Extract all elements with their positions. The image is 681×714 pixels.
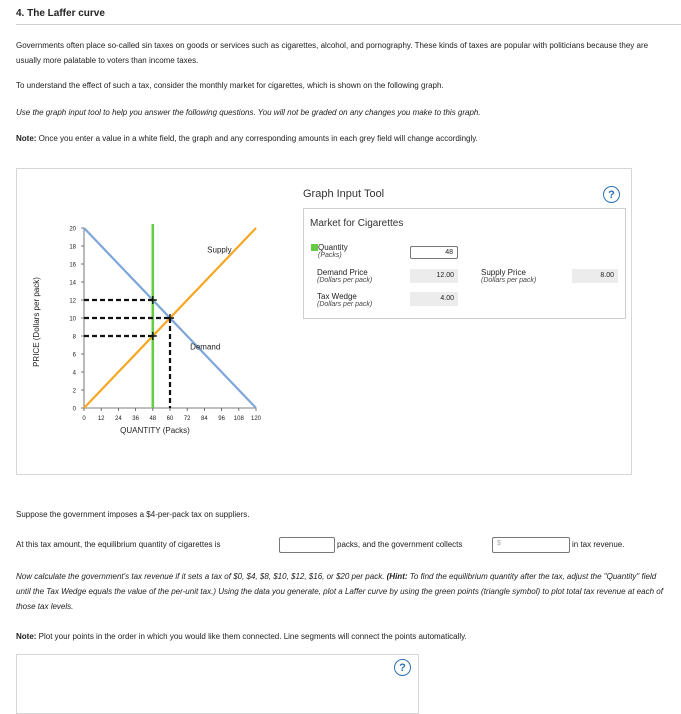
equilibrium-quantity-input[interactable]	[279, 537, 335, 553]
plot-note-label: Note:	[16, 632, 37, 641]
y-tick-label: 10	[69, 316, 76, 323]
note-label: Note:	[16, 134, 37, 143]
tax-prompt: Suppose the government imposes a $4-per-pack tax on suppliers.	[16, 510, 250, 519]
supply-curve-label: Supply	[207, 245, 232, 255]
tax-revenue-input[interactable]	[492, 537, 570, 553]
laffer-graph-panel	[16, 654, 419, 714]
note-text: Once you enter a value in a white field, the graph and any corresponding amounts in each grey field will change accordingly.	[36, 134, 478, 143]
y-tick-label: 20	[69, 226, 76, 233]
laffer-text-start: Now calculate the government's tax revenue if it sets a tax of $0, $4, $8, $10, $12, $16, or $20 per pack.	[16, 572, 387, 581]
hint-label: (Hint:	[386, 572, 408, 581]
x-tick-label: 96	[218, 416, 225, 422]
x-tick-label: 48	[149, 416, 157, 422]
quantity-color-swatch	[311, 244, 318, 251]
quantity-input[interactable]: 48	[410, 246, 458, 259]
tax-wedge-label: Tax Wedge	[317, 292, 357, 301]
help-button[interactable]: ?	[603, 186, 620, 203]
intro-paragraph: Governments often place so-called sin taxes on goods or services such as cigarettes, alcohol, and pornography. These kinds of taxes are popular with politicians because they are usually more palatable to voters than income taxes.	[16, 41, 649, 65]
sentence-end: in tax revenue.	[572, 540, 625, 549]
plot-note-text: Plot your points in the order in which you would like them connected. Line segments will connect the points automatically.	[36, 632, 467, 641]
y-tick-label: 6	[72, 352, 76, 359]
x-tick-label: 36	[132, 416, 139, 422]
x-axis-label: QUANTITY (Packs)	[120, 426, 190, 435]
x-tick-label: 24	[115, 416, 122, 422]
supply-demand-chart[interactable]	[16, 210, 296, 450]
note-paragraph	[16, 131, 664, 146]
context-paragraph: To understand the effect of such a tax, consider the monthly market for cigarettes, which is shown on the following graph.	[16, 81, 444, 90]
y-tick-label: 4	[72, 370, 76, 377]
instruction-paragraph: Use the graph input tool to help you answer the following questions. You will not be graded on any changes you make to this graph.	[16, 108, 481, 117]
x-tick-label: 108	[233, 416, 244, 422]
demand-price-label: Demand Price	[317, 268, 368, 277]
quantity-label: Quantity	[318, 243, 348, 252]
demand-curve-label: Demand	[190, 342, 221, 352]
y-tick-label: 12	[69, 298, 76, 305]
currency-symbol: $	[497, 540, 501, 547]
y-tick-label: 0	[72, 406, 76, 413]
x-tick-label: 0	[82, 416, 86, 422]
x-tick-label: 84	[201, 416, 208, 422]
supply-price-value: 8.00	[572, 269, 618, 283]
y-tick-label: 16	[69, 262, 76, 269]
demand-price-value: 12.00	[410, 269, 458, 283]
tax-wedge-unit: (Dollars per pack)	[317, 301, 373, 308]
y-axis-label: PRICE (Dollars per pack)	[32, 277, 41, 367]
market-title: Market for Cigarettes	[310, 218, 404, 229]
graph-tool-title: Graph Input Tool	[303, 188, 385, 200]
quantity-unit: (Packs)	[318, 252, 342, 259]
question-title: 4. The Laffer curve	[16, 8, 105, 19]
supply-price-label: Supply Price	[481, 268, 526, 277]
demand-price-unit: (Dollars per pack)	[317, 277, 373, 284]
laffer-instructions	[16, 569, 664, 614]
plot-note	[16, 629, 664, 644]
x-tick-label: 60	[166, 416, 174, 422]
hint-text: To find the equilibrium quantity after the tax, adjust the "Quantity" field until the Tax Wedge equals the value of the per-unit tax.) Using the data you generate, plot a Laffer curve by using the green points (triangle symbol) to plot total tax revenue at each of those tax levels.	[16, 572, 663, 611]
x-tick-label: 12	[97, 416, 105, 422]
x-tick-label: 120	[250, 416, 262, 422]
sentence-start: At this tax amount, the equilibrium quantity of cigarettes is	[16, 540, 221, 549]
sentence-mid: packs, and the government collects	[337, 540, 463, 549]
y-tick-label: 8	[72, 334, 76, 341]
laffer-help-button[interactable]: ?	[394, 659, 411, 676]
x-tick-label: 72	[183, 416, 191, 422]
title-divider	[16, 24, 681, 25]
y-tick-label: 2	[72, 388, 76, 395]
y-tick-label: 14	[69, 280, 76, 287]
supply-price-unit: (Dollars per pack)	[481, 277, 537, 284]
y-tick-label: 18	[69, 244, 76, 251]
tax-wedge-value: 4.00	[410, 292, 458, 306]
